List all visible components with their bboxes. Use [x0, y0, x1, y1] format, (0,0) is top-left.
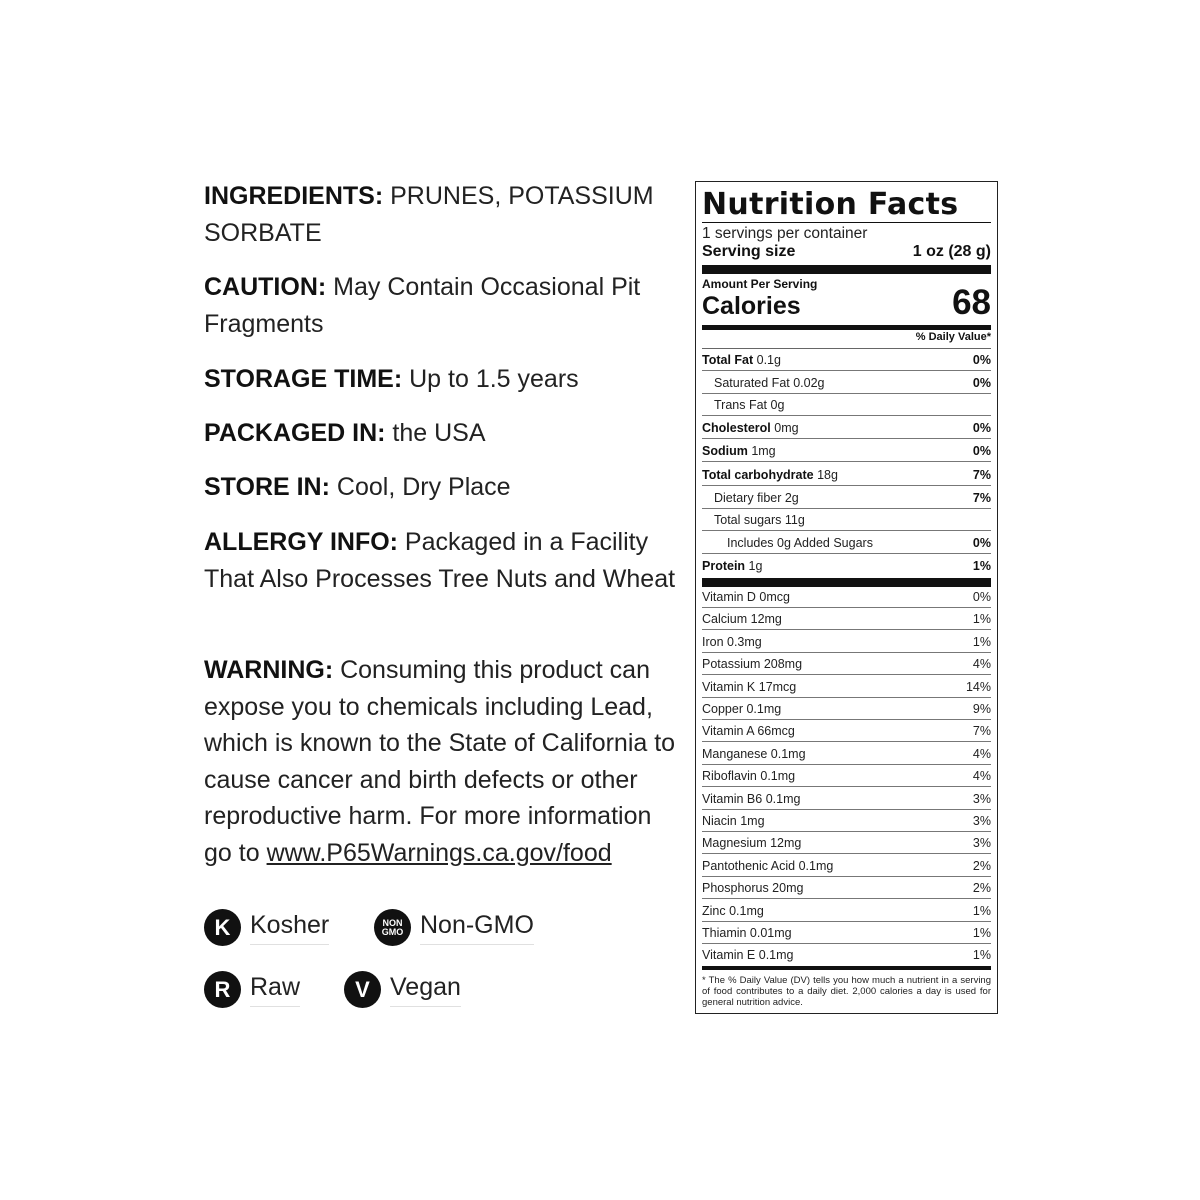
nutrient-name-wrap	[702, 353, 781, 367]
vitamin-name: Vitamin B6 0.1mg	[702, 791, 801, 806]
vitamin-daily-value: 1%	[972, 612, 991, 627]
nutrient-name: Total sugars 11g	[714, 513, 805, 527]
nutrient-name: Cholesterol	[702, 421, 771, 435]
nutrient-row	[702, 440, 991, 462]
vitamin-name: Potassium 208mg	[702, 657, 803, 672]
row-divider	[702, 530, 991, 531]
nutrient-name-wrap	[702, 421, 799, 435]
warning-value: Consuming this product can expose you to chemicals including Lead, which is known to the State of California to cause cancer and birth defects or other reproductive harm. For more information go to	[204, 656, 676, 867]
storage-time-label: STORAGE TIME:	[204, 365, 403, 393]
vitamin-daily-value: 0%	[972, 590, 991, 604]
vitamin-daily-value: 7%	[972, 724, 991, 739]
vitamin-name: Vitamin D 0mcg	[702, 590, 790, 604]
raw-badge	[204, 971, 300, 1008]
servings-per-container: 1 servings per container	[702, 225, 868, 242]
vitamin-daily-value: 9%	[972, 702, 991, 716]
nutrient-daily-value: 0%	[972, 444, 991, 458]
non-gmo-label: Non-GMO	[420, 911, 534, 945]
allergy-info-text	[204, 524, 684, 597]
medium-divider	[702, 325, 991, 330]
non-gmo-icon-bottom: GMO	[381, 926, 404, 937]
nutrient-row	[702, 487, 991, 509]
vitamin-daily-value: 4%	[972, 769, 991, 784]
nutrient-amount: 18g	[813, 468, 838, 482]
nutrient-name: Saturated Fat 0.02g	[714, 376, 825, 390]
ingredients-label: INGREDIENTS:	[204, 182, 384, 210]
nutrient-row	[702, 394, 991, 416]
vitamin-row	[702, 788, 991, 810]
vitamin-row	[702, 608, 991, 630]
nutrient-row	[702, 532, 991, 554]
calories-label: Calories	[702, 292, 801, 320]
calories-value: 68	[952, 283, 991, 322]
nutrient-daily-value: 0%	[972, 421, 991, 435]
vitamin-daily-value: 3%	[972, 836, 991, 851]
nutrient-name-wrap	[714, 491, 799, 505]
vitamin-daily-value: 14%	[965, 679, 991, 694]
nutrition-facts-title: Nutrition Facts	[702, 187, 959, 222]
non-gmo-icon-top: NON	[382, 917, 403, 928]
caution-text	[204, 269, 684, 342]
raw-icon: R	[204, 971, 241, 1008]
nutrient-daily-value: 7%	[972, 468, 991, 482]
vitamin-row	[702, 698, 991, 720]
vitamin-row	[702, 922, 991, 944]
vitamin-daily-value: 3%	[972, 791, 991, 806]
kosher-icon: K	[204, 909, 241, 946]
nutrient-name-wrap	[714, 376, 825, 390]
vitamin-name: Niacin 1mg	[702, 814, 765, 828]
vitamin-daily-value: 4%	[972, 746, 991, 761]
caution-label: CAUTION:	[204, 273, 327, 301]
non-gmo-badge	[374, 909, 534, 946]
nutrient-name: Total carbohydrate	[702, 468, 814, 482]
vitamin-name: Pantothenic Acid 0.1mg	[702, 858, 834, 873]
nutrient-name-wrap	[714, 513, 805, 527]
packaged-in-value: the USA	[385, 419, 486, 447]
vitamin-daily-value: 4%	[972, 657, 991, 672]
vegan-icon: V	[344, 971, 381, 1008]
vitamin-row	[702, 720, 991, 742]
vitamin-row	[702, 676, 991, 698]
nutrient-amount: 1mg	[747, 444, 776, 458]
nutrient-name: Trans Fat 0g	[714, 398, 785, 412]
nutrient-name: Total Fat	[702, 353, 754, 367]
row-divider	[702, 553, 991, 554]
vitamin-row	[702, 855, 991, 877]
vitamin-daily-value: 2%	[972, 858, 991, 873]
nutrient-name-wrap	[714, 398, 784, 412]
nutrient-amount: 1g	[745, 559, 763, 573]
ingredients-text	[204, 178, 684, 251]
daily-value-footnote: * The % Daily Value (DV) tells you how much a nutrient in a serving of food contributes to a daily diet. 2,000 calories a day is used for general nutrition advice.	[702, 975, 991, 1008]
p65-warnings-link[interactable]: www.P65Warnings.ca.gov/food	[266, 838, 612, 867]
ingredients-value: PRUNES, POTASSIUM SORBATE	[204, 182, 654, 247]
vitamin-name: Calcium 12mg	[702, 612, 782, 627]
nutrient-daily-value: 0%	[972, 376, 991, 390]
vitamin-name: Vitamin K 17mcg	[702, 679, 797, 694]
vitamin-row	[702, 810, 991, 832]
row-divider	[702, 370, 991, 371]
nutrient-daily-value: 7%	[972, 491, 991, 505]
nutrient-row	[702, 417, 991, 439]
vitamin-name: Iron 0.3mg	[702, 634, 762, 649]
vitamin-row	[702, 944, 991, 966]
raw-label: Raw	[250, 973, 300, 1007]
vitamin-row	[702, 653, 991, 675]
row-divider	[702, 438, 991, 439]
nutrient-name-wrap	[702, 468, 838, 482]
nutrient-name-wrap	[702, 559, 762, 573]
packaged-in-label: PACKAGED IN:	[204, 419, 386, 447]
nutrient-row	[702, 464, 991, 486]
nutrient-row	[702, 509, 991, 531]
nutrient-row	[702, 372, 991, 394]
warning-label: WARNING:	[204, 656, 334, 684]
vitamin-name: Riboflavin 0.1mg	[702, 769, 796, 784]
nutrient-daily-value: 0%	[972, 536, 991, 550]
nutrient-amount: 0mg	[770, 421, 799, 435]
kosher-badge	[204, 909, 329, 946]
nutrition-facts-panel	[695, 181, 998, 1014]
vegan-label: Vegan	[390, 973, 461, 1007]
vitamin-name: Copper 0.1mg	[702, 702, 782, 716]
allergy-info-label: ALLERGY INFO:	[204, 528, 398, 556]
row-divider	[702, 461, 991, 462]
warning-text	[204, 652, 684, 871]
nutrient-row	[702, 349, 991, 371]
vitamin-daily-value: 1%	[972, 926, 991, 940]
storage-time-value: Up to 1.5 years	[402, 365, 579, 393]
nutrient-name: Protein	[702, 559, 746, 573]
thick-divider	[702, 265, 991, 274]
vitamin-row	[702, 743, 991, 765]
nutrient-daily-value: 1%	[972, 559, 991, 573]
vitamin-daily-value: 3%	[972, 814, 991, 828]
vitamin-daily-value: 1%	[972, 903, 991, 918]
store-in-label: STORE IN:	[204, 473, 330, 501]
vitamin-row	[702, 877, 991, 899]
vitamin-name: Vitamin E 0.1mg	[702, 948, 794, 963]
vitamin-daily-value: 2%	[972, 881, 991, 896]
vitamin-name: Magnesium 12mg	[702, 836, 802, 851]
vitamin-row	[702, 586, 991, 608]
row-divider	[702, 485, 991, 486]
row-divider	[702, 415, 991, 416]
store-in-text	[204, 469, 511, 506]
nutrient-amount: 0.1g	[753, 353, 781, 367]
vitamin-name: Zinc 0.1mg	[702, 903, 764, 918]
allergy-info-value: Packaged in a Facility That Also Processes Tree Nuts and Wheat	[204, 528, 676, 593]
vitamin-name: Phosphorus 20mg	[702, 881, 804, 896]
vitamin-row	[702, 765, 991, 787]
vitamin-row	[702, 631, 991, 653]
vitamin-name: Vitamin A 66mcg	[702, 724, 795, 739]
nutrient-name: Dietary fiber 2g	[714, 491, 799, 505]
caution-value: May Contain Occasional Pit Fragments	[204, 273, 641, 338]
vitamin-name: Manganese 0.1mg	[702, 746, 806, 761]
nutrient-name-wrap	[702, 444, 776, 458]
nutrient-name: Includes 0g Added Sugars	[727, 536, 873, 550]
amount-per-serving: Amount Per Serving	[702, 277, 818, 291]
serving-size-label: Serving size	[702, 243, 796, 260]
serving-size-value: 1 oz (28 g)	[912, 243, 991, 260]
daily-value-header: % Daily Value*	[915, 331, 991, 343]
vitamin-name: Thiamin 0.01mg	[702, 926, 792, 940]
nutrient-name: Sodium	[702, 444, 748, 458]
vitamin-row	[702, 900, 991, 922]
nutrient-daily-value: 0%	[972, 353, 991, 367]
medium-divider	[702, 966, 991, 970]
non-gmo-icon	[374, 909, 411, 946]
vitamin-daily-value: 1%	[972, 634, 991, 649]
storage-time-text	[204, 361, 579, 398]
vitamin-daily-value: 1%	[972, 948, 991, 963]
nutrient-name-wrap	[727, 536, 873, 550]
store-in-value: Cool, Dry Place	[329, 473, 511, 501]
vegan-badge	[344, 971, 461, 1008]
divider	[702, 222, 991, 223]
nutrient-row	[702, 555, 991, 577]
kosher-label: Kosher	[250, 911, 329, 945]
packaged-in-text	[204, 415, 486, 452]
vitamin-row	[702, 832, 991, 854]
